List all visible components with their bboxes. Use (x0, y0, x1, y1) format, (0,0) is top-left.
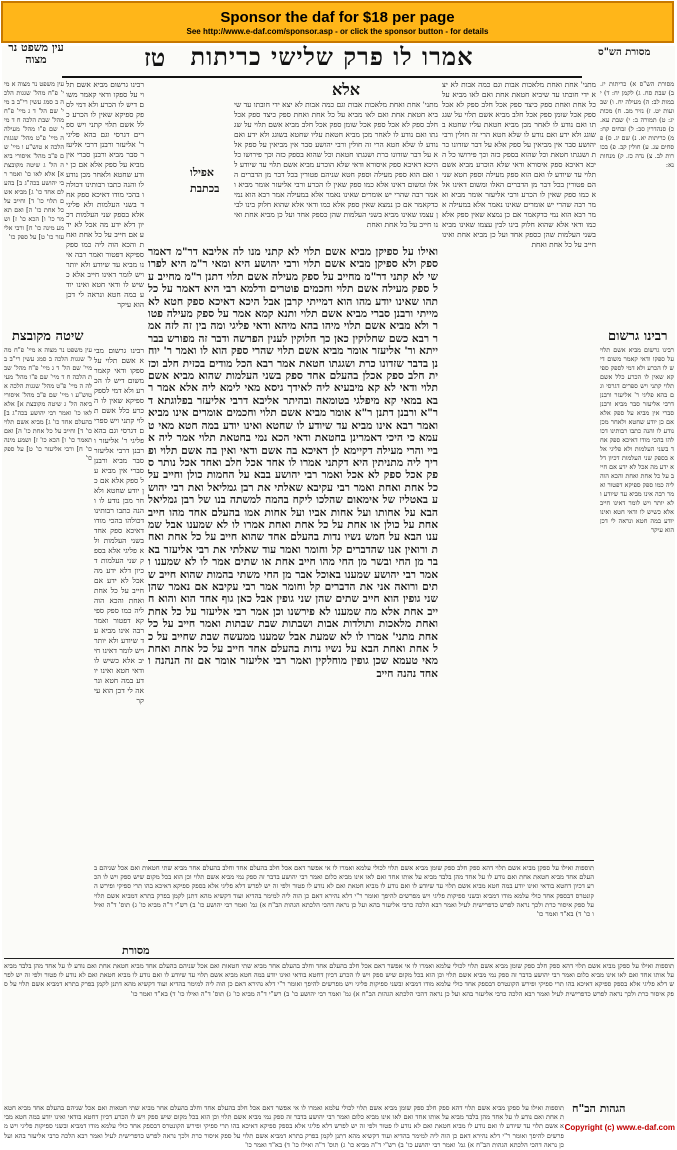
rabbeinu-gershom-column: רבינו גרשום מביא אשם תלוי על ספקו ודאי קאמר משום דיש לו הכרע ולא דמי לספק ספיקא שאין לו הכרע כלל אשם תלוי קתני ויש ספרים דגרסי וגם בהא פליגי ר' אליעזר ורבנן דרבי אליעזר סבר מביא ורבנן סברי אין מביא על ספק אלא אם כן יודע שחטא ולאחר מכן נודע לו והנה כתבו רבותינו דכולהו בהכי מודו דאיכא ספק אחד בשני העלמות ולא פליגי אלא בספק שני העלמות דכיון דלא ידע מה אכל לא ידע אם חייב על כל אחת ואחת והכא הוה ליה כמו ספק ספיקא דפטור ואמר רבה אינו מביא עד שיודע ולא יותר ויש לומר דאינו חייב אלא כשיש לו ודאי חטא ואינו יודע במה חטא ונראה לי דכן הוא עיקר (600, 346, 674, 534)
header-rule (62, 76, 582, 78)
rabbeinu-gershom-label: רבינו גרשום (608, 329, 668, 344)
hagahot-label: הגהות הב"ח (572, 1102, 626, 1115)
rashi-column: מתני' אחת ואחת מלאכות אבות וגם כמה אבות לא יצא ידי חובתו עד שיביא חטאת אחת ואם לאו מביא על כל אחת ואחת ספק כיצד ספק אכל חלב ספק לא אכל ספק אכל שומן ספק אכל חלב מביא אשם תלוי על שגגתו ואם נודע לו לאחר מכן מביא חטאת עליו שחטא בשוגג ולא ידע ואם נודע לו שלא חטא הרי זה חולין ורבי יהושע סבר אין מביאין על ספק אלא על דבר שזדונו כרת ושגגתו חטאת וכל שהוא בספק כזה וכך פירושו כל היכא דאיכא ספק איסורא ודאי שלא הוכרע מביא אשם תלוי עד שיודע לו ואם הוא ספק מעילה וספק חטא שניהם פטורין בכל דבר מן הדברים האלו ומשום דאינו אלא כמו ספק שאין לו הכרע ורבי אליעזר אומר מביא ואמר רבה שהרי יש אומרים שאינו נאמר אלא במעילה אמר רבא הוא נמי כדקאמר אם כן נמצא שאין ספק אלא כמו ודאי אלא שהוא חלוק בינו לבין עצמו שאינו מביא בשני העלמות שהן כספק אחד ועל כן מביא אחת ואינו חייב על כל אחת ואחת (442, 80, 596, 249)
copyright-notice[interactable]: Copyright (c) www.e-daf.com (564, 1123, 675, 1132)
gemara-top-commentary: מתני' אחת ואחת מלאכות אבות וגם כמה אבות לא יצא ידי חובתו עד שיביא חטאת אחת ואם לאו מביא על כל אחת ואחת ספק כיצד ספק אכל חלב ספק לא אכל ספק אכל שומן ספק אכל חלב מביא אשם תלוי על שגגתו ואם נודע לו לאחר מכן מביא חטאת עליו שחטא בשוגג ולא ידע ואם נודע לו שלא חטא הרי זה חולין ורבי יהושע סבר אין מביאין על ספק אלא על דבר שזדונו כרת ושגגתו חטאת וכל שהוא בספק כזה וכך פירושו כל היכא דאיכא ספק איסורא ודאי שלא הוכרע מביא אשם תלוי עד שיודע לו ואם הוא ספק מעילה וספק חטא שניהם פטורין בכל דבר מן הדברים האלו ומשום דאינו אלא כמו ספק שאין לו הכרע ורבי אליעזר אומר מביא ואמר רבה שהרי יש אומרים שאינו נאמר אלא במעילה אמר רבא הוא נמי כדקאמר אם כן נמצא שאין ספק אלא כמו ודאי אלא שהוא חלוק בינו לבין עצמו שאינו מביא בשני העלמות שהן כספק אחד ועל כן מביא אחת ואינו חייב על כל אחת ואחת (234, 100, 438, 229)
shita-mekubetzet-column: עין משפט נר מצוה א מיי' פ"ח מהל' שגגות הלכה ב סמג עשין רי"ב ב מיי' שם הל' ד ג מיי' פ"ח מהל' שבת הלכה ח ד מיי' שם פ"ו מהל' מעילה ה מיי' פ"ט מהל' שגגות הלכה א טוש"ע ו מיי' שם פ"ב מהל' איסורי ביאה הל' ג שיטה מקובצת א] אלא לאו כו' ואמר רבי יהושע בכה"ג ב] בהעלם אחד כו' ג] מביא אשם תלוי כו' ד] וחייב על כל אחת כו' ה] ואם תאמר כו' ו] הכא כו' ז] ושמע מינה כו' ח] ורבי אליעזר כו' ט] על ספק כו' (4, 346, 92, 462)
footer-notes: תוספות ואילו על ספקן מביא אשם תלוי דהא ספק חלב ספק שומן מביא אשם תלוי לכולי עלמא ואמרו לו אי אפשר דאם אכל חלב בהעלם אחד וחלב בהעלם אחר מביא שתי חטאות ואם אכל שניהם בהעלם אחד מביא חטאת אחת ואם נודע לו על אחד מהן בלבד מביא על אותו אחד ואם לאו אינו מביא כלום ואמר רבי יהושע בדבר זה ספק נמי מביא אשם תלוי וכן הוא בכל מקום שיש ספק ויש לו הכרע דכיון דחטא בודאי ואינו יודע במה חטא מביא אשם תלוי עד שיודע לו ואם נודע לו מביא חטאת ואם לא נודע לו פטור ולפי זה יש לפרש דלא פליגי אלא בספק ספיקא דאיכא בהו תרי ספיקי ופירש הקונטרס דבספק אחד כולי עלמא מודו דמביא ובשני ספיקות פליגי ויש מפרשים להיפך ואומר ר"י דלא נהירא דאם כן הוה ליה למימר בהדיא ועוד דקשיא מהא דתנן לקמן בפרק בתרא דמביא אשם תלוי על ספק איסור כרת ולכך נראה לפרש כדפרישית לעיל ואמר רבא הלכה כרבי אליעזר בהא ועל כן נראה דהכי הלכתא הגהות הב"ח א) גמ' ואמר רבי יהושע כו' ב) רש"י ד"ה מביא כו' ג) תוס' ד"ה ואילו כו' ד) בא"ד ואמר כו' (4, 962, 674, 998)
page-title: אמרו לו פרק שלישי כריתות (190, 42, 474, 71)
shita-mekubetzet-label: שיטה מקובצת (12, 329, 84, 344)
ein-mishpat-header: עין משפט נר מצוה (8, 41, 64, 66)
ein-mishpat-column: עין משפט נר מצוה א מיי' פ"ח מהל' שגגות הלכה ב סמג עשין רי"ב ב מיי' שם הל' ד ג מיי' פ"ח מהל' שבת הלכה ח ד מיי' שם פ"ו מהל' מעילה ה מיי' פ"ט מהל' שגגות הלכה א טוש"ע ו מיי' שם פ"ב מהל' איסורי ביאה הל' ג שיטה מקובצת א] אלא לאו כו' ואמר רבי יהושע בכה"ג ב] בהעלם אחד כו' ג] מביא אשם תלוי כו' ד] וחייב על כל אחת כו' ה] ואם תאמר כו' ו] הכא כו' ז] ושמע מינה כו' ח] ורבי אליעזר כו' ט] על ספק כו' (4, 80, 64, 241)
sponsor-banner[interactable] (1, 1, 674, 43)
sponsor-banner-title[interactable]: Sponsor the daf for $18 per page (220, 9, 455, 26)
lower-commentary: תוספות ואילו על ספקן מביא אשם תלוי דהא ספק חלב ספק שומן מביא אשם תלוי לכולי עלמא ואמרו לו אי אפשר דאם אכל חלב בהעלם אחד וחלב בהעלם אחר מביא שתי חטאות ואם אכל שניהם בהעלם אחד מביא חטאת אחת ואם נודע לו על אחד מהן בלבד מביא על אותו אחד ואם לאו אינו מביא כלום ואמר רבי יהושע בדבר זה ספק נמי מביא אשם תלוי וכן הוא בכל מקום שיש ספק ויש לו הכרע דכיון דחטא בודאי ואינו יודע במה חטא מביא אשם תלוי עד שיודע לו ואם נודע לו מביא חטאת ואם לא נודע לו פטור ולפי זה יש לפרש דלא פליגי אלא בספק ספיקא דאיכא בהו תרי ספיקי ופירש הקונטרס דבספק אחד כולי עלמא מודו דמביא ובשני ספיקות פליגי ויש מפרשים להיפך ואומר ר"י דלא נהירא דאם כן הוה ליה למימר בהדיא ועוד דקשיא מהא דתנן לקמן בפרק בתרא דמביא אשם תלוי על ספק איסור כרת ולכך נראה לפרש כדפרישית לעיל ואמר רבא הלכה כרבי אליעזר בהא ועל כן נראה דהכי הלכתא הגהות הב"ח א) גמ' ואמר רבי יהושע כו' ב) רש"י ד"ה מביא כו' ג) תוס' ד"ה ואילו כו' ד) בא"ד ואמר כו' (94, 864, 594, 919)
tosafot-column: רבינו גרשום מביא אשם תלוי על ספקו ודאי קאמר משום דיש לו הכרע ולא דמי לספק ספיקא שאין לו הכרע כלל אשם תלוי קתני ויש ספרים דגרסי וגם בהא פליגי ר' אליעזר ורבנן דרבי אליעזר סבר מביא ורבנן סברי אין מביא על ספק אלא אם כן יודע שחטא ולאחר מכן נודע לו והנה כתבו רבותינו דכולהו בהכי מודו דאיכא ספק אחד בשני העלמות ולא פליגי אלא בספק שני העלמות דכיון דלא ידע מה אכל לא ידע אם חייב על כל אחת ואחת והכא הוה ליה כמו ספק ספיקא דפטור ואמר רבה אינו מביא עד שיודע ולא יותר ויש לומר דאינו חייב אלא כשיש לו ודאי חטא ואינו יודע במה חטא ונראה לי דכן הוא עיקר (93, 346, 144, 705)
gemara-opening-word: אלא (332, 80, 361, 99)
commentary-divider (148, 860, 594, 861)
tosafot-top-column: רבינו גרשום מביא אשם תלוי על ספקו ודאי קאמר משום דיש לו הכרע ולא דמי לספק ספיקא שאין לו הכרע כלל אשם תלוי קתני ויש ספרים דגרסי וגם בהא פליגי ר' אליעזר ורבנן דרבי אליעזר סבר מביא ורבנן סברי אין מביא על ספק אלא אם כן יודע שחטא ולאחר מכן נודע לו והנה כתבו רבותינו דכולהו בהכי מודו דאיכא ספק אחד בשני העלמות ולא פליגי אלא בספק שני העלמות דכיון דלא ידע מה אכל לא ידע אם חייב על כל אחת ואחת והכא הוה ליה כמו ספק ספיקא דפטור ואמר רבה אינו מביא עד שיודע ולא יותר ויש לומר דאינו חייב אלא כשיש לו ודאי חטא ואינו יודע במה חטא ונראה לי דכן הוא עיקר (66, 80, 144, 309)
footer-divider (4, 958, 674, 959)
masoret-footer-label: מסורת (122, 944, 150, 957)
gemara-word-ovil: אפילו (190, 166, 214, 179)
daf-number: טז (144, 43, 166, 72)
hagahot-notes: תוספות ואילו על ספקן מביא אשם תלוי דהא ספק חלב ספק שומן מביא אשם תלוי לכולי עלמא ואמרו לו אי אפשר דאם אכל חלב בהעלם אחד וחלב בהעלם אחר מביא שתי חטאות ואם אכל שניהם בהעלם אחד מביא חטאת אחת ואם נודע לו על אחד מהן בלבד מביא על אותו אחד ואם לאו אינו מביא כלום ואמר רבי יהושע בדבר זה ספק נמי מביא אשם תלוי וכן הוא בכל מקום שיש ספק ויש לו הכרע דכיון דחטא בודאי ואינו יודע במה חטא מביא אשם תלוי עד שיודע לו ואם נודע לו מביא חטאת ואם לא נודע לו פטור ולפי זה יש לפרש דלא פליגי אלא בספק ספיקא דאיכא בהו תרי ספיקי ופירש הקונטרס דבספק אחד כולי עלמא מודו דמביא ובשני ספיקות פליגי ויש מפרשים להיפך ואומר ר"י דלא נהירא דאם כן הוה ליה למימר בהדיא ועוד דקשיא מהא דתנן לקמן בפרק בתרא דמביא אשם תלוי על ספק איסור כרת ולכך נראה לפרש כדפרישית לעיל ואמר רבא הלכה כרבי אליעזר בהא ועל כן נראה דהכי הלכתא הגהות הב"ח א) גמ' ואמר רבי יהושע כו' ב) רש"י ד"ה מביא כו' ג) תוס' ד"ה ואילו כו' ד) בא"ד ואמר כו' (4, 1104, 564, 1149)
masoret-hashas-header: מסורת הש"ס (598, 47, 651, 58)
masoret-hashas-column: מסורת הש"ס א) כריתות יז. ב) שבת סח. ג) לקמן יח: ד) יבמות לב: ה) מעילה יח. ו) שבועות יט. ז) נזיר מב. ח) מכות יג: ט) תמורה ב: י) שבת עא. כ) סנהדרין סב: ל) זבחים קח: מ) כריתות יא. נ) שם יג. ס) פסחים עג. ע) חולין קב. פ) בכורות לב. צ) נדה כז. ק) מנחות נא: (600, 80, 674, 169)
gemara-text: ואילו על ספיקן מביא אשם תלוי לא קתני מנו לה אליבא דר"מ דאמר ספק ולא ספיקן מביא אשם תלוי ורבי יהושע היא ומאי ר"מ היא לפרושי לא קתני דר"מ מחייב על ספק מעילה אשם תלוי דתנן ר"מ מחייב על ספק מעילה אשם תלוי וחכמים פוטרים ודלמא רבי היא דאמר על כל תהו שאינו יודע מהו הוא דמייתי קרבן אבל היכא דאיכא ספק חטא לא מייתי ורבנן סברי מביא אשם תלוי ותנא קמא אמר על ספק מעילה פטור ולא מביא אשם תלוי מיהו בהא מיהא ודאי פליגי ומה בין זה לזה אמר רבא כשם שחלוקין כאן כך חלוקין לענין הפרשה ודבר זה מפורש בברייתא ור' אליעזר אומר מביא אשם תלוי שהרי ספק הוא לו ואמר ר' יוחנן בדבר שזדונו כרת ושגגתו חטאת אמר רבא הכל מודים בכזית חלב וכזית חלב ספק אכלן בהעלם אחד ספק בשני העלמות שהוא מביא אשם תלוי ודאי לא קא מיבעיא ליה לאידך גיסא מאי לימא ליה אלא אמר רבא במאי קא מיפלגי בטומאה ובהיתר אליבא דרבי אליעזר בפלוגתא דר"א ורבנן דתנן ר"א אומר מביא אשם תלוי וחכמים אומרים אינו מביא ואמר רבא אינו מביא עד שיודע לו שחטא ואינו יודע במה חטא מאי טעמא כי היכי דאמרינן בחטאת ודאי הכא נמי בחטאת תלוי אמר ליה אביי והרי מעילה דקיימא לן דאיכא בה אשם ודאי ואין בה אשם תלוי ופריך ליה מתניתין היא דקתני אמרו לו אחד אכל חלב ואחד אכל נותר ספק אכל ספק לא אכל ואמר רבי יהושע בבא על החמות כולן וחייב על כל אחת ואחת ואמר רבי עקיבא שאלתי את רבן גמליאל ואת רבי יהושע באטליז של אימאום שהלכו ליקח בהמה למשתה בנו של רבן גמליאל הבא על אחותו ועל אחות אביו ועל אחות אמו בהעלם אחד מהו חייב אחת על כולן או אחת על כל אחת ואחת אמרו לו לא שמענו אבל שמענו הבא על חמש נשיו נדות בהעלם אחד שהוא חייב על כל אחת ואחת ורואין אנו שהדברים קל וחומר ואמר עוד שאלתי את רבי אליעזר באבר מן החי ובשר מן החי מהו חייב אחת או שתים אמר לו לא שמענו ואמר רבי יהושע שמענו באוכל אבר מן החי משתי בהמות שהוא חייב שתים ורואה אני את הדברים קל וחומר אמר רבי עקיבא אם נאמר שהן שני גופין הוא חייב שתים שהן שני גופין אבל כאן גוף אחד הוא והוא חייב אחת אלא מה שמענו לא פירשנו וכן אמר רבי אליעזר על כל אחת ואחת מלאכות ותולדות אבות ושבתות שבת שבתות ואמר חייב על כל אחת מתני' אמרו לו לא שמעת אבל שמענו ממעשה שבת שחייב על כל אחת ואחת הבא על נשיו נדות בהעלם אחד חייב על כל אחת ואחת מאי טעמא שכן גופין מוחלקין ואמר רבי אליעזר אומר אם זה הנהנה ואחד נהנה חייב (148, 246, 438, 680)
gemara-word-bakotevet: בכתבת (190, 182, 220, 195)
sponsor-banner-subtitle[interactable]: See http://www.e-daf.com/sponsor.asp - or click the sponsor button - for details (186, 27, 489, 36)
